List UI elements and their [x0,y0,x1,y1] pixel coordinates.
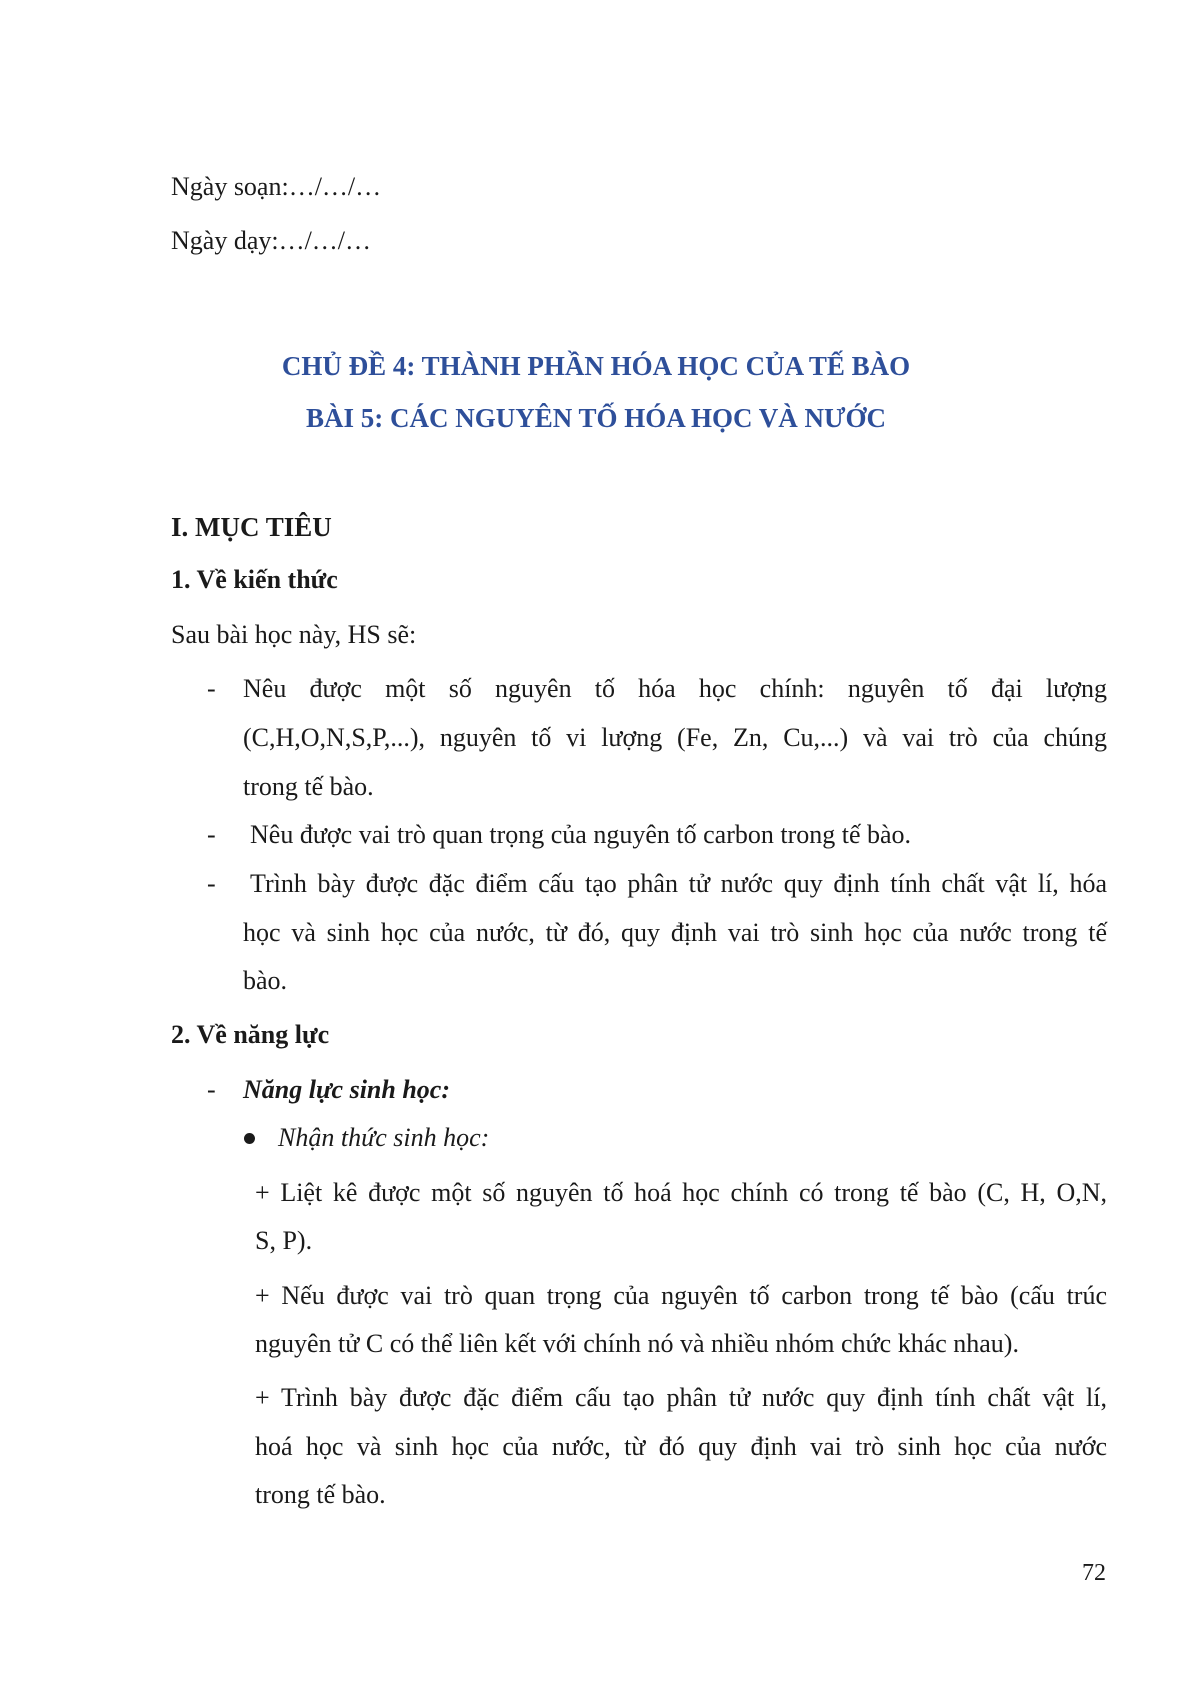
point-line: hoá học và sinh học của nước, từ đó quy định vai trò sinh học của nước [255,1432,1107,1461]
list-item-line: Nêu được một số nguyên tố hóa học chính: nguyên tố đại lượng [243,674,1107,703]
point-line: + Nếu được vai trò quan trọng của nguyên tố carbon trong tế bào (cấu trúc [255,1281,1107,1310]
prep-date: Ngày soạn:…/…/… [171,172,382,201]
point-line: + Trình bày được đặc điểm cấu tạo phân tử nước quy định tính chất vật lí, [255,1383,1107,1412]
list-dash: - [207,820,216,849]
subsection-heading-knowledge: 1. Về kiến thức [171,565,338,594]
page-number: 72 [1082,1560,1106,1586]
teach-date: Ngày dạy:…/…/… [171,226,372,255]
section-heading-objectives: I. MỤC TIÊU [171,512,332,542]
list-dash: - [207,1075,216,1104]
bullet-icon [244,1133,255,1144]
point-line: trong tế bào. [255,1480,386,1509]
list-item-line: học và sinh học của nước, từ đó, quy định vai trò sinh học của nước trong tế [243,918,1107,947]
list-item-line: Nêu được vai trò quan trọng của nguyên tố carbon trong tế bào. [250,820,912,849]
intro-text: Sau bài học này, HS sẽ: [171,620,417,649]
topic-title: CHỦ ĐỀ 4: THÀNH PHẦN HÓA HỌC CỦA TẾ BÀO [281,351,911,381]
list-item-line: Trình bày được đặc điểm cấu tạo phân tử nước quy định tính chất vật lí, hóa [250,869,1107,898]
subsection-heading-competency: 2. Về năng lực [171,1020,330,1049]
point-line: nguyên tử C có thể liên kết với chính nó và nhiều nhóm chức khác nhau). [255,1329,1019,1358]
lesson-title: BÀI 5: CÁC NGUYÊN TỐ HÓA HỌC VÀ NƯỚC [305,403,887,433]
competency-label: Năng lực sinh học: [243,1075,450,1104]
bullet-label: Nhận thức sinh học: [278,1123,490,1152]
list-item-line: trong tế bào. [243,772,374,801]
list-dash: - [207,674,216,703]
point-line: + Liệt kê được một số nguyên tố hoá học chính có trong tế bào (C, H, O,N, [255,1178,1107,1207]
list-item-line: (C,H,O,N,S,P,...), nguyên tố vi lượng (Fe, Zn, Cu,...) và vai trò của chúng [243,723,1107,752]
list-dash: - [207,869,216,898]
list-item-line: bào. [243,966,288,995]
point-line: S, P). [255,1226,313,1255]
